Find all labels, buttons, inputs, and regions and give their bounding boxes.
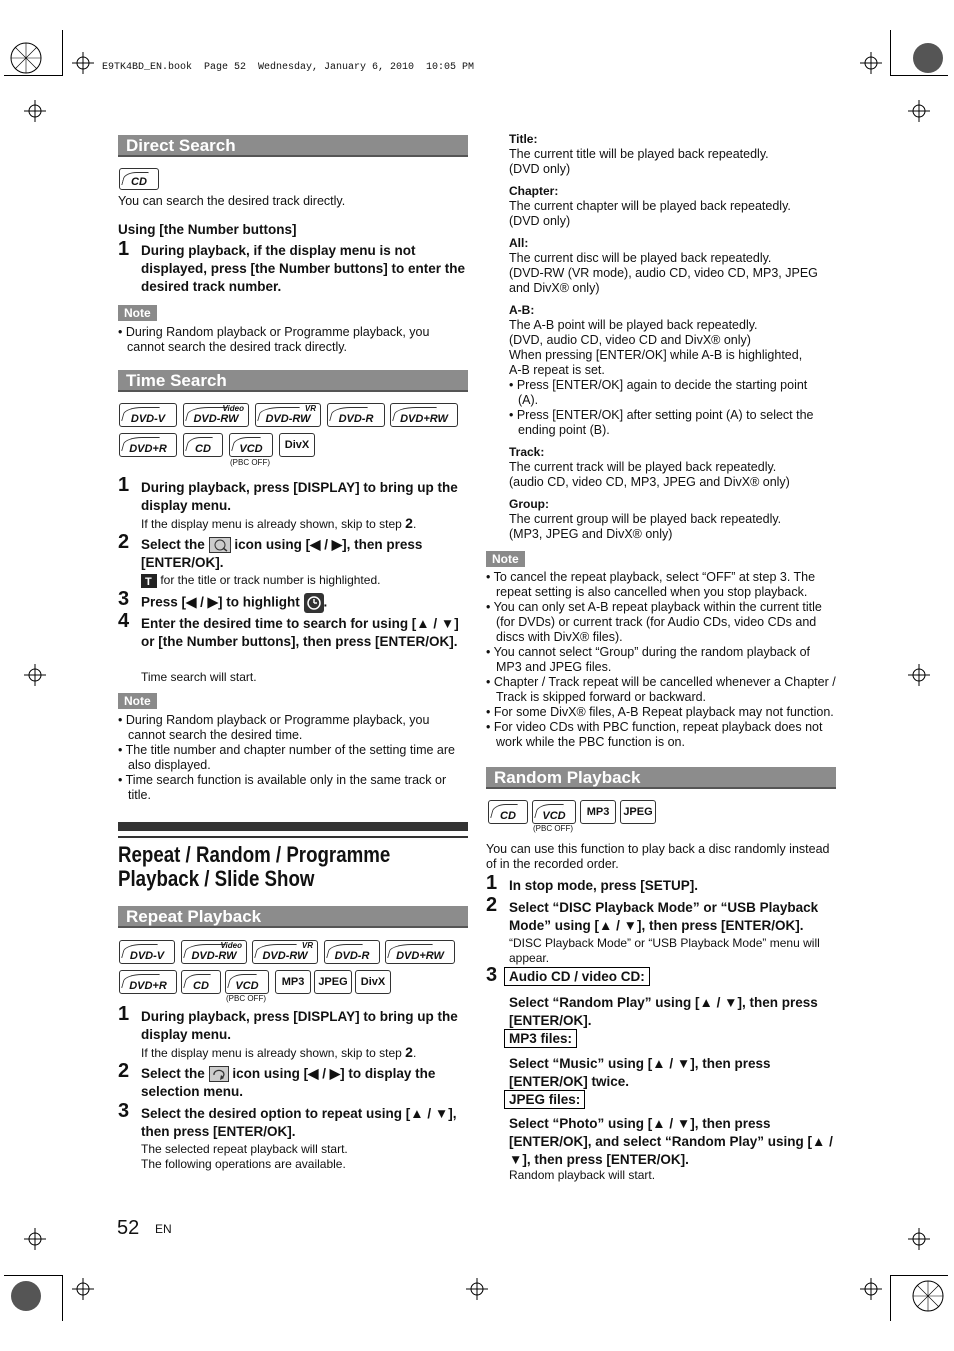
- random-cd-instruction: Select “Random Play” using [▲ / ▼], then press [ENTER/OK].: [509, 995, 818, 1028]
- dvd-rw-vr-disc-icon: VR DVD-RW: [252, 940, 318, 964]
- divx-logo-icon: DivX: [279, 433, 315, 457]
- option-all-heading: All:: [509, 236, 529, 250]
- registration-circle-icon: [8, 40, 44, 76]
- clock-icon: [304, 593, 324, 613]
- repeat-notes: [486, 570, 838, 750]
- option-track-text: (audio CD, video CD, MP3, JPEG and DivX® only): [509, 475, 790, 489]
- svg-text:T: T: [145, 575, 152, 588]
- note-item: • For some DivX® files, A-B Repeat playback may not function.: [486, 705, 834, 719]
- pbc-off-label: (PBC OFF): [533, 824, 573, 833]
- crop-mark: [4, 1275, 62, 1276]
- random-jpeg-instruction: Select “Photo” using [▲ / ▼], then press [ENTER/OK], and select “Random Play” using [▲ / ▼], then press [ENTER/OK].: [509, 1116, 833, 1167]
- label-audio-video-cd: Audio CD / video CD:: [504, 967, 650, 986]
- step-number: 1: [118, 1003, 130, 1025]
- jpeg-logo-icon: JPEG: [620, 800, 656, 824]
- time-search-step1-sub: If the display menu is already shown, skip to step 2.: [141, 515, 417, 531]
- section-heading-random-playback: Random Playback: [486, 767, 836, 789]
- direct-search-note-line1: • During Random playback or Programme playback, you: [118, 325, 430, 339]
- option-track-text: The current track will be played back repeatedly.: [509, 460, 777, 474]
- dvd-rw-vr-disc-icon: VR DVD-RW: [255, 403, 321, 427]
- option-group-text: The current group will be played back repeatedly.: [509, 512, 782, 526]
- step-number: 3: [118, 588, 130, 610]
- option-ab-bullet: • Press [ENTER/OK] again to decide the starting point: [509, 378, 808, 392]
- step-number: 1: [118, 474, 130, 496]
- note-label: Note: [118, 304, 157, 322]
- random-intro: You can use this function to play back a disc randomly instead of in the recorded order.: [486, 842, 830, 871]
- step-number: 1: [486, 872, 498, 894]
- option-group-text: (MP3, JPEG and DivX® only): [509, 527, 673, 541]
- page-number: 52: [117, 1217, 140, 1239]
- option-title-heading: Title:: [509, 132, 538, 146]
- random-mp3-instruction: Select “Music” using [▲ / ▼], then press [ENTER/OK] twice.: [509, 1056, 771, 1089]
- cd-disc-icon: CD: [183, 433, 223, 457]
- repeat-step3: Select the desired option to repeat using [▲ / ▼], then press [ENTER/OK].: [141, 1106, 457, 1139]
- time-search-notes: [118, 713, 468, 803]
- option-all-text: and DivX® only): [509, 281, 600, 295]
- crosshair-icon: [72, 52, 94, 74]
- crosshair-icon: [24, 664, 46, 686]
- direct-search-intro: You can search the desired track directly.: [118, 194, 346, 208]
- option-chapter-heading: Chapter:: [509, 184, 559, 198]
- note-item: • To cancel the repeat playback, select “OFF” at step 3. The repeat setting is also cancelled when you stop playback.: [486, 570, 816, 599]
- dvd-rw-video-disc-icon: Video DVD-RW: [181, 940, 247, 964]
- pbc-off-label: (PBC OFF): [230, 458, 270, 467]
- dvd-plus-rw-disc-icon: DVD+RW: [385, 940, 455, 964]
- crosshair-icon: [24, 100, 46, 122]
- crosshair-icon: [908, 664, 930, 686]
- note-item: • For video CDs with PBC function, repeat playback does not work while the PBC function is on.: [486, 720, 823, 749]
- dvd-r-disc-icon: DVD-R: [324, 940, 380, 964]
- option-track-heading: Track:: [509, 445, 545, 459]
- direct-search-note-line2: cannot search the desired track directly.: [127, 340, 348, 354]
- dvd-v-disc-icon: DVD-V: [119, 940, 175, 964]
- repeat-step1: During playback, press [DISPLAY] to bring up the display menu.: [141, 1009, 458, 1042]
- crop-mark: [890, 1275, 891, 1321]
- registration-disc-icon: [910, 40, 946, 76]
- time-search-step1: During playback, press [DISPLAY] to bring up the display menu.: [141, 480, 458, 513]
- crop-mark: [890, 1275, 948, 1276]
- repeat-icon: [209, 1066, 229, 1082]
- time-search-step4-sub: Time search will start.: [141, 670, 257, 684]
- dvd-r-disc-icon: DVD-R: [327, 403, 385, 427]
- option-ab-text: When pressing [ENTER/OK] while A-B is highlighted,: [509, 348, 803, 362]
- step-number: 2: [118, 1060, 130, 1082]
- step-number: 1: [118, 238, 130, 260]
- note-item: • Chapter / Track repeat will be cancelled whenever a Chapter / Track is skipped forward or backward.: [486, 675, 836, 704]
- option-ab-text: The A-B point will be played back repeatedly.: [509, 318, 758, 332]
- note-item: • During Random playback or Programme playback, you cannot search the desired time.: [118, 713, 430, 742]
- time-search-step2: Select the icon using [◀ / ▶], then press [ENTER/OK].: [141, 537, 423, 570]
- option-title-text: The current title will be played back repeatedly.: [509, 147, 769, 161]
- note-item: • You cannot select “Group” during the random playback of MP3 and JPEG files.: [486, 645, 811, 674]
- note-label: Note: [118, 692, 157, 710]
- option-group-heading: Group:: [509, 497, 549, 511]
- dvd-plus-r-disc-icon: DVD+R: [119, 433, 177, 457]
- time-search-step3: Press [◀ / ▶] to highlight .: [141, 593, 327, 613]
- step-number: 3: [486, 964, 498, 986]
- repeat-step3-sub2: The following operations are available.: [141, 1157, 346, 1171]
- mp3-logo-icon: MP3: [275, 970, 311, 994]
- section-heading-repeat-playback: Repeat Playback: [118, 906, 468, 928]
- crosshair-icon: [860, 52, 882, 74]
- step-number: 2: [118, 531, 130, 553]
- crosshair-icon: [466, 1278, 488, 1300]
- step-number: 3: [118, 1100, 130, 1122]
- cd-disc-icon: CD: [488, 800, 528, 824]
- dvd-rw-video-disc-icon: Video DVD-RW: [183, 403, 249, 427]
- dvd-v-disc-icon: DVD-V: [119, 403, 177, 427]
- option-ab-bullet: (A).: [518, 393, 539, 407]
- section-heading-direct-search: Direct Search: [118, 135, 468, 157]
- time-search-step2-sub: T for the title or track number is highlighted.: [141, 573, 380, 588]
- note-item: • The title number and chapter number of the setting time are also displayed.: [118, 743, 455, 772]
- divx-logo-icon: DivX: [355, 970, 391, 994]
- repeat-step2: Select the icon using [◀ / ▶] to display the selection menu.: [141, 1066, 436, 1099]
- direct-search-subheading: Using [the Number buttons]: [118, 222, 297, 237]
- language-code: EN: [155, 1222, 172, 1236]
- mp3-logo-icon: MP3: [580, 800, 616, 824]
- vcd-disc-icon: VCD: [225, 970, 269, 994]
- option-all-text: The current disc will be played back repeatedly.: [509, 251, 772, 265]
- label-jpeg-files: JPEG files:: [504, 1090, 585, 1109]
- crosshair-icon: [72, 1278, 94, 1300]
- label-mp3-files: MP3 files:: [504, 1029, 577, 1048]
- repeat-step1-sub: If the display menu is already shown, skip to step 2.: [141, 1044, 417, 1060]
- crosshair-icon: [860, 1278, 882, 1300]
- direct-search-step1: During playback, if the display menu is not displayed, press [the Number buttons] to enter the desired track number.: [141, 243, 466, 294]
- time-search-step4: Enter the desired time to search for using [▲ / ▼] or [the Number buttons], then press [ENTER/OK].: [141, 616, 459, 649]
- cd-disc-icon: CD: [119, 168, 159, 190]
- registration-disc-icon: [8, 1278, 44, 1314]
- note-label: Note: [486, 550, 525, 568]
- registration-circle-icon: [910, 1278, 946, 1314]
- section-heading-time-search: Time Search: [118, 370, 468, 392]
- dvd-plus-r-disc-icon: DVD+R: [119, 970, 177, 994]
- time-search-icon: [209, 537, 231, 553]
- crop-mark: [62, 30, 63, 76]
- page-title: Repeat / Random / Programme Playback / Slide Show: [118, 842, 391, 891]
- crop-mark: [890, 30, 891, 76]
- crosshair-icon: [908, 100, 930, 122]
- pbc-off-label: (PBC OFF): [226, 994, 266, 1003]
- option-ab-text: (DVD, audio CD, video CD and DivX® only): [509, 333, 751, 347]
- option-ab-bullet: ending point (B).: [518, 423, 610, 437]
- note-item: • Time search function is available only in the same track or title.: [118, 773, 447, 802]
- option-all-text: (DVD-RW (VR mode), audio CD, video CD, MP3, JPEG: [509, 266, 818, 280]
- option-ab-bullet: • Press [ENTER/OK] after setting point (A) to select the: [509, 408, 814, 422]
- random-step1: In stop mode, press [SETUP].: [509, 878, 699, 893]
- step-number: 2: [486, 894, 498, 916]
- note-item: • You can only set A-B repeat playback within the current title (for DVDs) or current track (for Audio CDs, video CDs and discs with DivX® files).: [486, 600, 822, 644]
- repeat-step3-sub1: The selected repeat playback will start.: [141, 1142, 348, 1156]
- jpeg-logo-icon: JPEG: [314, 970, 352, 994]
- repeat-options: [509, 132, 839, 542]
- vcd-disc-icon: VCD: [532, 800, 576, 824]
- title-t-icon: [141, 574, 157, 588]
- step-number: 4: [118, 610, 130, 632]
- option-chapter-text: The current chapter will be played back repeatedly.: [509, 199, 791, 213]
- title-rule-thick: [118, 822, 468, 831]
- cd-disc-icon: CD: [181, 970, 221, 994]
- random-step2-sub: “DISC Playback Mode” or “USB Playback Mode” menu will appear.: [509, 936, 820, 965]
- option-ab-text: A-B repeat is set.: [509, 363, 605, 377]
- crop-mark: [62, 1275, 63, 1321]
- option-ab-heading: A-B:: [509, 303, 535, 317]
- option-title-text: (DVD only): [509, 162, 571, 176]
- dvd-plus-rw-disc-icon: DVD+RW: [390, 403, 458, 427]
- random-final: Random playback will start.: [509, 1168, 656, 1182]
- title-rule-thin: [118, 836, 468, 838]
- crosshair-icon: [24, 1228, 46, 1250]
- random-step2: Select “DISC Playback Mode” or “USB Playback Mode” using [▲ / ▼], then press [ENTER/OK].: [509, 900, 819, 933]
- vcd-disc-icon: VCD: [229, 433, 273, 457]
- crosshair-icon: [908, 1228, 930, 1250]
- option-chapter-text: (DVD only): [509, 214, 571, 228]
- book-header: E9TK4BD_EN.book Page 52 Wednesday, January 6, 2010 10:05 PM: [102, 62, 475, 73]
